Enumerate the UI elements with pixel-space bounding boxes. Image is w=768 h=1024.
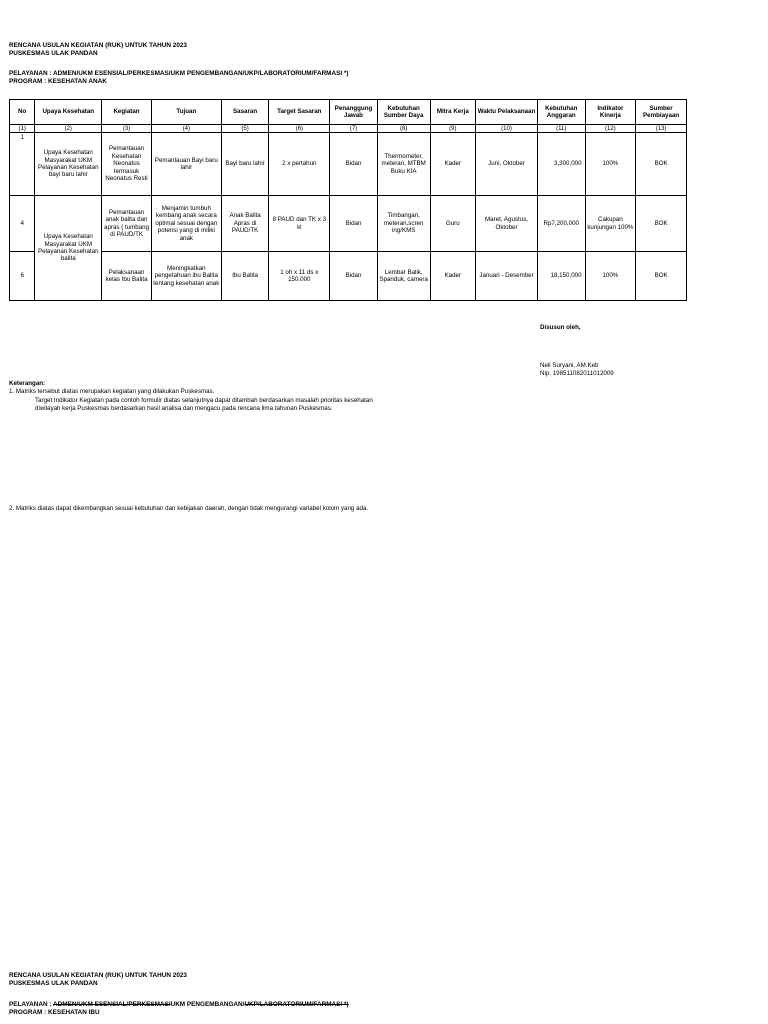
table-row — [10, 196, 687, 252]
cell-pj: Bidan — [330, 133, 378, 196]
col-header: Indikator Kinerja — [585, 100, 636, 125]
cell-kegiatan: Pelaksanaan kelas Ibu Balita — [102, 252, 152, 301]
cell-tujuan: Meningkatkan pengetahuan ibu Balita tentang kesehatan anak — [151, 252, 221, 301]
cell-sasaran: Anak Balita Apras di PAUD/TK — [221, 196, 269, 252]
cell-upaya: Upaya Kesehatan Masyarakat UKM Pelayanan Kesehatan balita — [35, 196, 102, 301]
notes-title: Keterangan: — [9, 380, 46, 387]
col-header: Mitra Kerja — [430, 100, 476, 125]
cell-no: 6 — [10, 252, 35, 301]
note-1: 1. Matriks tersebut diatas merupakan kegiatan yang dilakukan Puskesmas. — [9, 388, 215, 395]
footer-program: PROGRAM : KESEHATAN IBU — [9, 1009, 100, 1016]
col-number: (1) — [10, 125, 35, 133]
footer-title: RENCANA USULAN KEGIATAN (RUK) UNTUK TAHUN 2023 — [9, 972, 187, 979]
cell-anggaran: 18,150,000 — [537, 252, 585, 301]
col-number: (13) — [636, 125, 687, 133]
cell-indikator: 100% — [585, 252, 636, 301]
column-number-row — [10, 125, 687, 133]
pelayanan-line: PELAYANAN : ADMEN/UKM ESENSIAL/PERKESMAS/UKM PENGEMBANGAN/UKP/LABORATORIUM/FARMASI *) — [9, 70, 349, 77]
footer-pelayanan-line — [9, 1001, 349, 1009]
col-header: Kebutuhan Sumber Daya — [377, 100, 430, 125]
pelayanan-selected-part: UKM PENGEMBANGAN/ — [170, 1001, 245, 1008]
program-line: PROGRAM : KESEHATAN ANAK — [9, 78, 107, 85]
note-1-continued: Target Indikator Kegiatan pada contoh formulir diatas selanjutnya dapat ditambah berdasarkan masalah prioritas kesehatan — [35, 397, 373, 404]
cell-kegiatan: Pemantauan anak balita dan apras ( tumbang di PAUD/TK — [102, 196, 152, 252]
table-row — [10, 133, 687, 196]
cell-indikator: 100% — [585, 133, 636, 196]
cell-pj: Bidan — [330, 196, 378, 252]
cell-pembiayaan: BOK — [636, 196, 687, 252]
cell-mitra: Kader — [430, 252, 476, 301]
pelayanan-prefix: PELAYANAN : — [9, 1001, 54, 1008]
col-number: (11) — [537, 125, 585, 133]
col-header: Kegiatan — [102, 100, 152, 125]
col-header: Sumber Pembiayaan — [636, 100, 687, 125]
cell-indikator: Cakupan kunjungan 100% — [585, 196, 636, 252]
cell-sasaran: Ibu Balita — [221, 252, 269, 301]
cell-no: 1 — [10, 133, 35, 196]
cell-upaya: Upaya Kesehatan Masyarakat UKM Pelayanan Kesehatan bayi baru lahir — [35, 133, 102, 196]
cell-pembiayaan: BOK — [636, 252, 687, 301]
ruk-table — [9, 99, 687, 301]
cell-anggaran: 3,300,000 — [537, 133, 585, 196]
col-header: Kebutuhan Anggaran — [537, 100, 585, 125]
signer-nip: Nip. 198511082011012009 — [540, 370, 614, 377]
pelayanan-struck-part: ADMEN/UKM ESENSIAL/PERKESMAS/ — [53, 1001, 171, 1008]
cell-sasaran: Bayi baru lahir — [221, 133, 269, 196]
col-header: No — [10, 100, 35, 125]
cell-kegiatan: Pemantauan Kesehatan Neonatus termasuk Neonatus Resti — [102, 133, 152, 196]
table-header-row — [10, 100, 687, 125]
col-number: (10) — [476, 125, 538, 133]
pelayanan-struck-part: UKP/LABORATORIUM/FARMASI *) — [244, 1001, 349, 1008]
col-number: (8) — [377, 125, 430, 133]
footer-puskesmas: PUSKESMAS ULAK PANDAN — [9, 980, 98, 987]
col-number: (6) — [269, 125, 330, 133]
table-row — [10, 252, 687, 301]
col-header: Waktu Pelaksanaan — [476, 100, 538, 125]
cell-target: 1 oh x 11 ds x 150.000 — [269, 252, 330, 301]
cell-pj: Bidan — [330, 252, 378, 301]
document-title: RENCANA USULAN KEGIATAN (RUK) UNTUK TAHUN 2023 — [9, 42, 187, 49]
col-header: Tujuan — [151, 100, 221, 125]
col-number: (4) — [151, 125, 221, 133]
cell-pembiayaan: BOK — [636, 133, 687, 196]
cell-mitra: Guru — [430, 196, 476, 252]
cell-waktu: Maret, Agustus, Oktober — [476, 196, 538, 252]
cell-anggaran: Rp7,200,000 — [537, 196, 585, 252]
signature-label: Disusun oleh, — [540, 324, 581, 331]
col-number: (7) — [330, 125, 378, 133]
col-number: (5) — [221, 125, 269, 133]
cell-tujuan: Menjamin tumbuh kembang anak secara optimal sesuai dengan potensi yang di miliki anak — [151, 196, 221, 252]
col-number: (9) — [430, 125, 476, 133]
cell-target: 8 PAUD dan TK x 3 kl — [269, 196, 330, 252]
cell-sumber-daya: Lembar Balik, Spanduk, camera — [377, 252, 430, 301]
cell-tujuan: Pemantauan Bayi baru lahir — [151, 133, 221, 196]
col-header: Target Sasaran — [269, 100, 330, 125]
note-2: 2. Matriks diatas dapat dikembangkan sesuai kebutuhan dan kebijakan daerah, dengan tidak mengurangi variabel kolom yang ada. — [9, 505, 369, 512]
cell-waktu: Januari - Desember — [476, 252, 538, 301]
cell-waktu: Juni, Oktober — [476, 133, 538, 196]
cell-sumber-daya: Thermometer, meteran, MTBM Buku KIA — [377, 133, 430, 196]
col-header: Sasaran — [221, 100, 269, 125]
col-number: (2) — [35, 125, 102, 133]
cell-sumber-daya: Timbangan, meteran,scren ing/KMS — [377, 196, 430, 252]
col-header: Penanggung Jawab — [330, 100, 378, 125]
col-number: (3) — [102, 125, 152, 133]
puskesmas-name: PUSKESMAS ULAK PANDAN — [9, 50, 98, 57]
signer-name: Neli Suryani, AM.Keb — [540, 362, 599, 369]
cell-target: 2 x pertahun — [269, 133, 330, 196]
cell-no: 4 — [10, 196, 35, 252]
col-number: (12) — [585, 125, 636, 133]
cell-mitra: Kader — [430, 133, 476, 196]
note-1-continued: diwilayah kerja Puskesmas berdasarkan hasil analisa dan mengacu pada rencana lima tahunan Puskesmas. — [35, 405, 333, 412]
col-header: Upaya Kesehatan — [35, 100, 102, 125]
